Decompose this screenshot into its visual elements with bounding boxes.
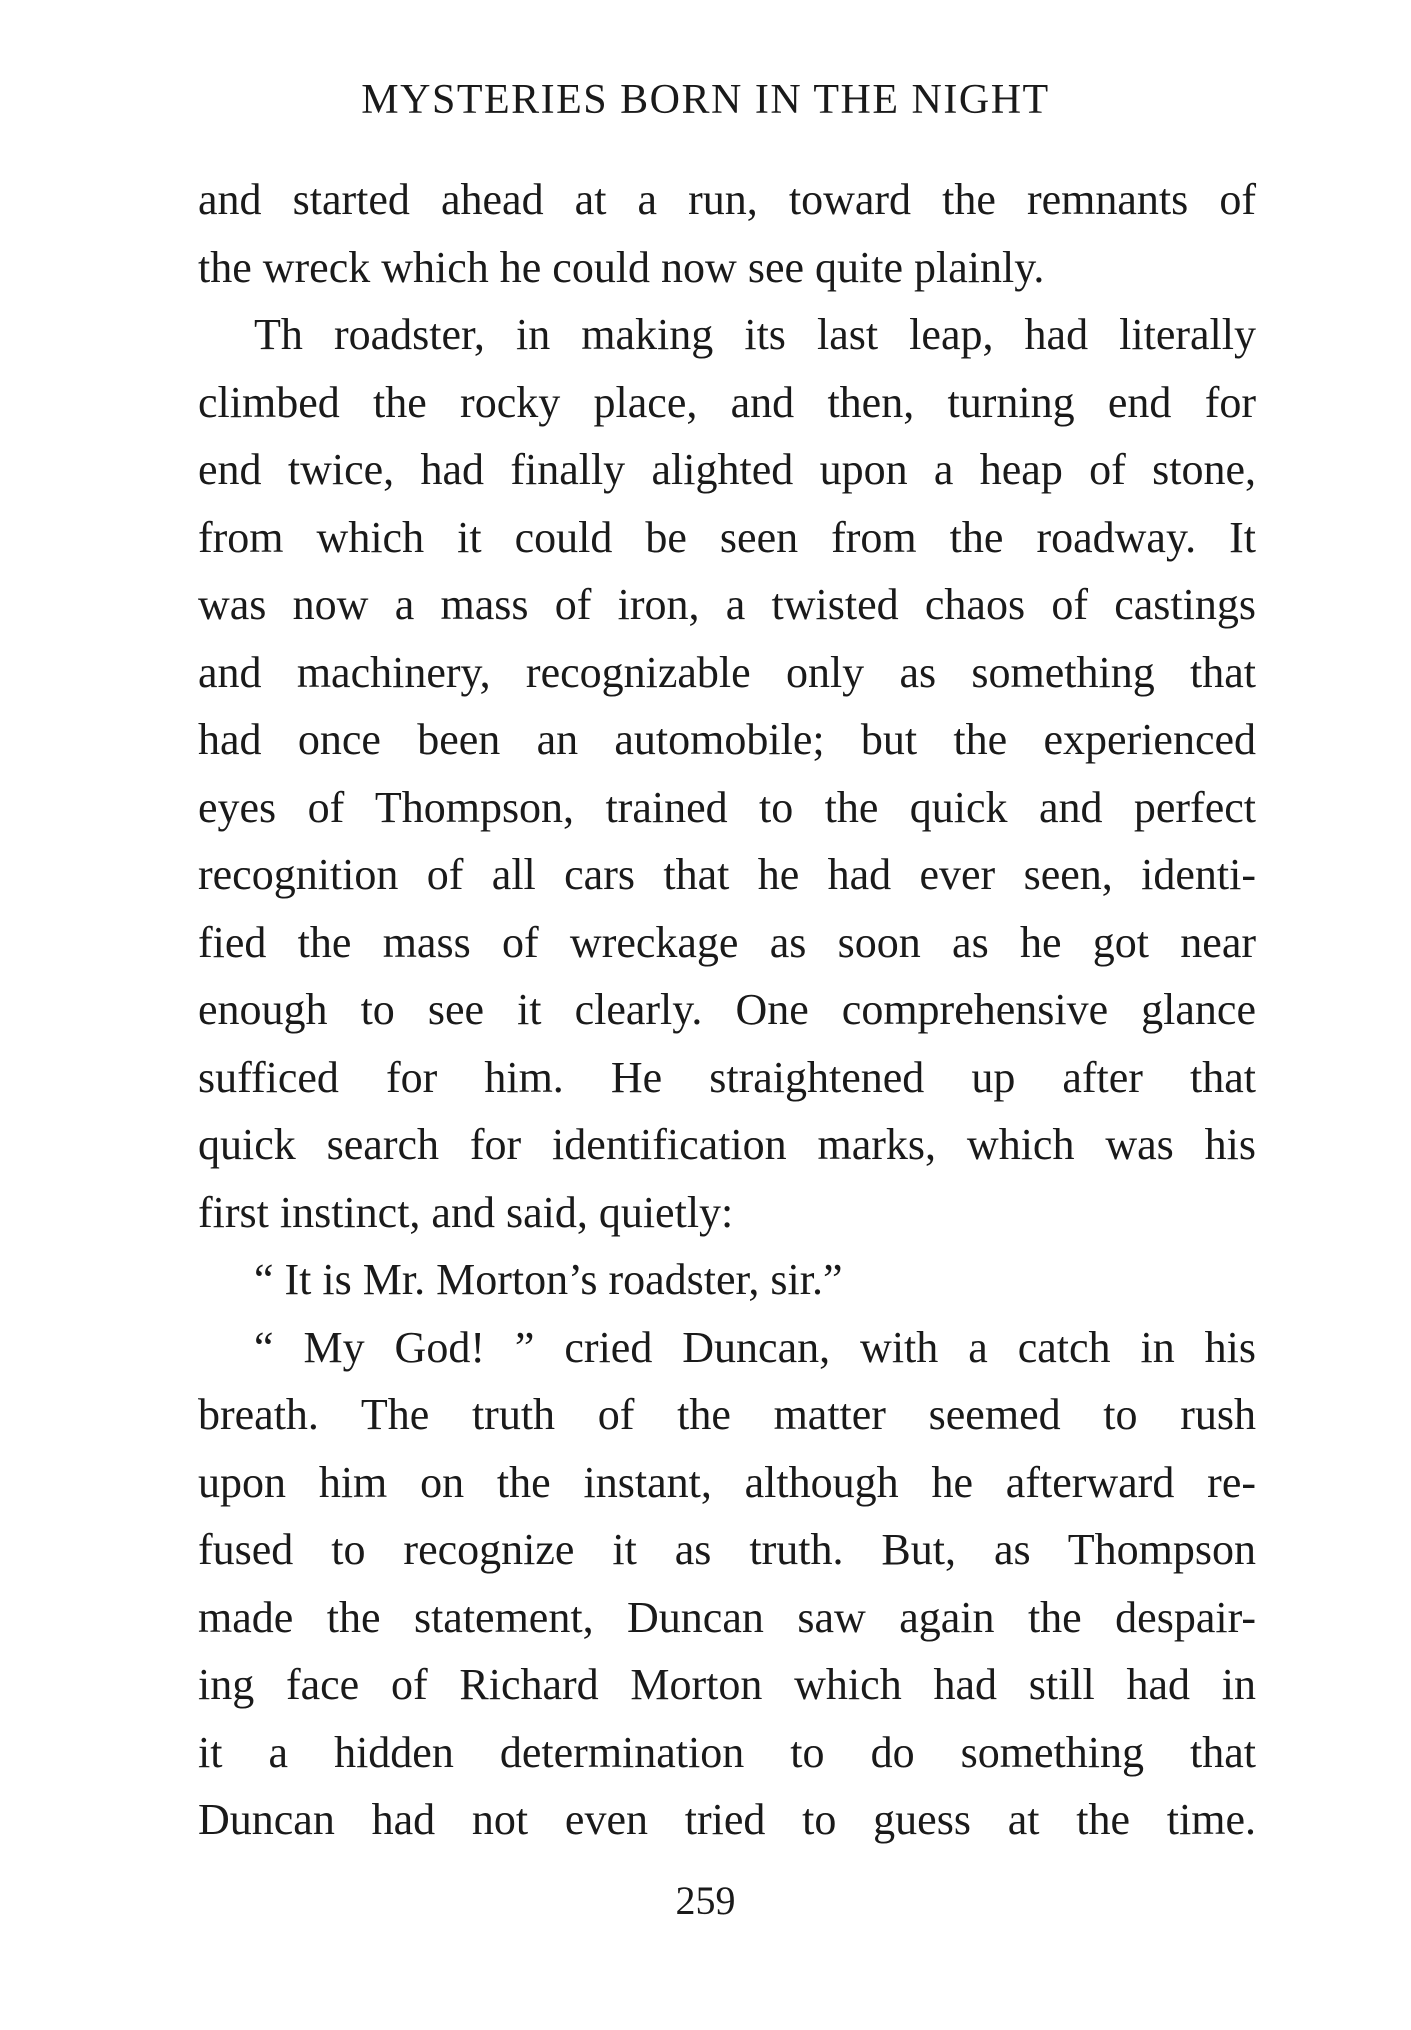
text-line: climbed the rocky place, and then, turning end for [198,377,1256,427]
text-line: recognition of all cars that he had ever seen, identi- [198,850,1256,899]
text-line: fused to recognize it as truth. But, as Thompson [198,1525,1256,1574]
text-line: Th roadster, in making its last leap, had literally [254,310,1256,359]
text-line: first instinct, and said, quietly: [198,1187,734,1237]
text-line: from which it could be seen from the roadway. It [198,512,1256,562]
text-line: quick search for identification marks, which was his [198,1120,1256,1169]
text-line: and machinery, recognizable only as something that [198,647,1256,697]
text-line: was now a mass of iron, a twisted chaos of castings [198,580,1256,629]
text-line: it a hidden determination to do something that [198,1727,1256,1777]
text-line: breath. The truth of the matter seemed to rush [198,1390,1256,1439]
text-line: eyes of Thompson, trained to the quick and perfect [198,782,1256,832]
text-line: sufficed for him. He straightened up after that [198,1052,1256,1102]
text-line: the wreck which he could now see quite plainly. [198,242,1045,292]
text-line: made the statement, Duncan saw again the despair- [198,1592,1256,1642]
text-line: ing face of Richard Morton which had still had in [198,1660,1256,1709]
text-line: enough to see it clearly. One comprehensive glance [198,985,1256,1034]
text-line: had once been an automobile; but the experienced [198,715,1256,764]
text-line: “ It is Mr. Morton’s roadster, sir.” [254,1255,843,1304]
page-number: 259 [675,1878,736,1923]
text-line: end twice, had finally alighted upon a heap of stone, [198,445,1256,494]
text-line: and started ahead at a run, toward the remnants of [198,175,1256,224]
text-line: upon him on the instant, although he afterward re- [198,1457,1256,1507]
text-line: Duncan had not even tried to guess at the time. [198,1795,1256,1844]
text-line: fied the mass of wreckage as soon as he got near [198,917,1256,967]
text-line: “ My God! ” cried Duncan, with a catch in his [254,1322,1256,1372]
running-head: MYSTERIES BORN IN THE NIGHT [361,77,1050,123]
body-text [198,166,1256,1854]
